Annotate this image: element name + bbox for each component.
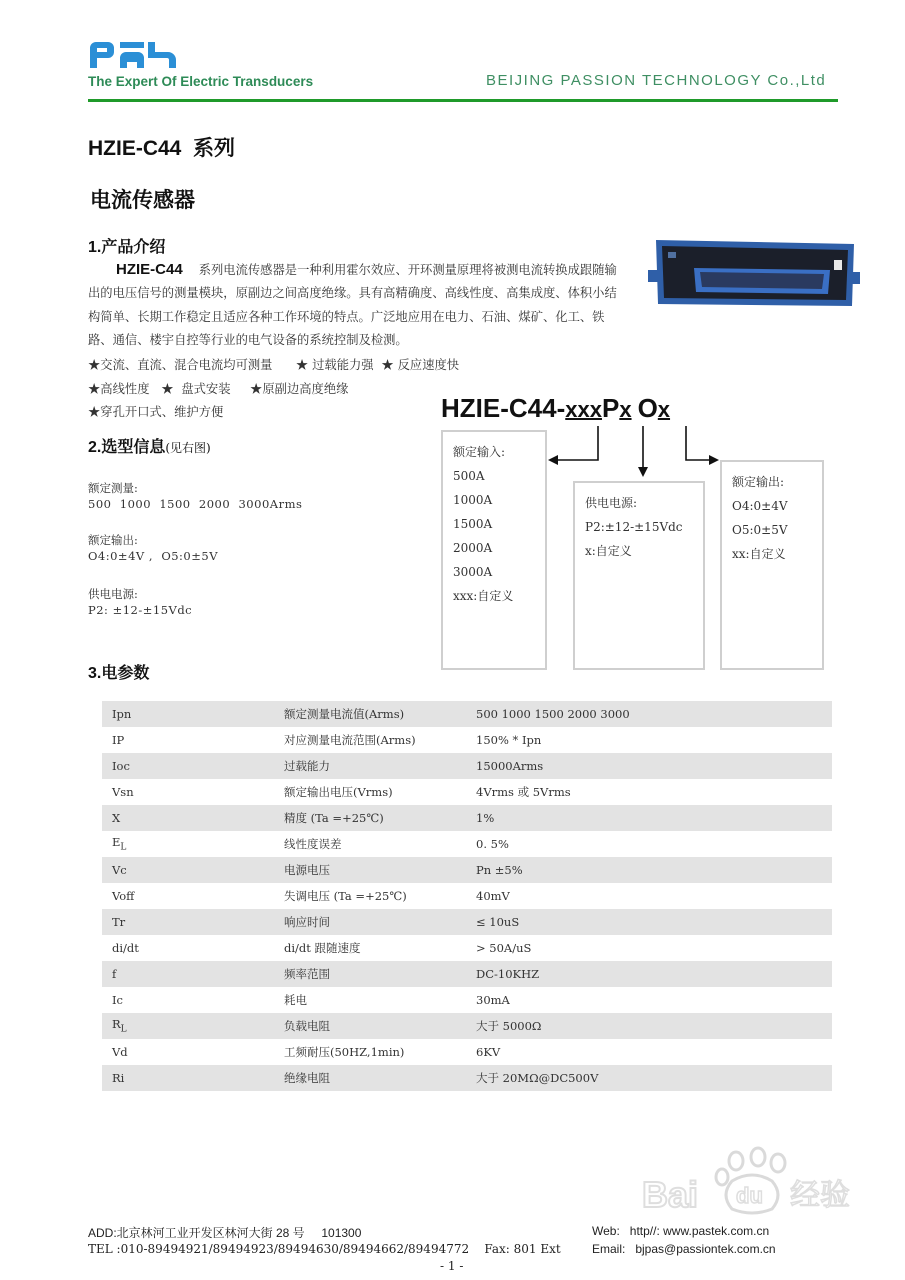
footer-tel: TEL :010-89494921/89494923/89494630/89494662/89494772 Fax: 801 Ext <box>88 1242 561 1256</box>
param-value: 500 1000 1500 2000 3000 <box>476 701 832 727</box>
tagline: The Expert Of Electric Transducers <box>88 74 314 89</box>
param-value: 15000Arms <box>476 753 832 779</box>
param-value: 大于 5000Ω <box>476 1013 832 1039</box>
box-line: 额定输入: <box>453 445 506 459</box>
svg-text:du: du <box>736 1183 763 1208</box>
selection-note: (见右图) <box>165 441 211 455</box>
pas-logo <box>88 40 178 70</box>
param-symbol: Vd <box>112 1045 128 1059</box>
section-heading-params: 3.电参数 <box>88 665 150 682</box>
footer-email[interactable]: Email: bjpas@passiontek.com.cn <box>592 1242 776 1256</box>
param-symbol: IP <box>112 733 125 747</box>
param-value: Pn ±5% <box>476 857 832 883</box>
param-symbol: Ioc <box>102 753 284 779</box>
param-name: 电源电压 <box>284 857 476 883</box>
param-value: 6KV <box>476 1045 501 1059</box>
param-name: 负载电阻 <box>284 1013 476 1039</box>
feature-line: ★穿孔开口式、维护方便 <box>88 405 224 419</box>
box-line: xxx:自定义 <box>453 589 514 603</box>
param-symbol: di/dt <box>112 941 139 955</box>
table-row <box>102 961 832 987</box>
rated-input-box <box>441 430 547 670</box>
param-name: 额定输出电压(Vrms) <box>284 785 393 799</box>
intro-model: HZIE-C44 <box>116 261 183 278</box>
model-code-input: xxx <box>565 397 602 422</box>
param-symbol: X <box>102 805 284 831</box>
param-symbol: $E_L$ <box>112 835 127 853</box>
rated-output-value: O4:0±4V , O5:0±5V <box>88 549 219 563</box>
footer-web[interactable]: Web: http//: www.pastek.com.cn <box>592 1224 770 1238</box>
param-value: 4Vrms 或 5Vrms <box>476 785 571 799</box>
param-value: 1% <box>476 805 832 831</box>
box-line: xx:自定义 <box>732 547 786 561</box>
param-symbol: f <box>102 961 284 987</box>
param-symbol: Ri <box>102 1065 284 1091</box>
header-divider <box>88 99 838 102</box>
param-value: 30mA <box>476 993 510 1007</box>
table-row <box>102 987 832 1013</box>
rated-output-label: 额定输出: <box>88 533 138 547</box>
param-value: > 50A/uS <box>476 941 532 955</box>
feature-line: ★交流、直流、混合电流均可测量 ★ 过载能力强 ★ 反应速度快 <box>88 358 460 372</box>
param-symbol: $R_L$ <box>102 1013 284 1039</box>
param-name: 额定测量电流值(Arms) <box>284 701 476 727</box>
table-row <box>102 805 832 831</box>
selection-heading-text: 2.选型信息 <box>88 439 166 456</box>
param-name: 过载能力 <box>284 753 476 779</box>
box-line: 3000A <box>453 565 493 579</box>
param-name: 耗电 <box>284 993 307 1007</box>
product-photo <box>648 232 860 314</box>
table-row <box>102 935 832 961</box>
box-line: O5:0±5V <box>732 523 788 537</box>
param-name: 绝缘电阻 <box>284 1065 476 1091</box>
rated-measure-value: 500 1000 1500 2000 3000Arms <box>88 497 303 511</box>
product-type-title: 电流传感器 <box>90 189 195 212</box>
param-value: 大于 20MΩ@DC500V <box>476 1065 832 1091</box>
table-row <box>102 753 832 779</box>
param-value: 40mV <box>476 889 510 903</box>
box-line: 1000A <box>453 493 493 507</box>
param-name: 线性度误差 <box>284 837 342 851</box>
power-label: 供电电源: <box>88 587 138 601</box>
param-name: 工频耐压(50HZ,1min) <box>284 1045 405 1059</box>
param-name: 失调电压 (Ta =+25℃) <box>284 889 407 903</box>
box-line: 额定输出: <box>732 475 785 489</box>
param-symbol: Vc <box>102 857 284 883</box>
param-value: DC-10KHZ <box>476 961 832 987</box>
model-code-output: x <box>657 397 671 422</box>
table-row <box>102 1039 832 1065</box>
company-name: BEIJING PASSION TECHNOLOGY Co.,Ltd <box>486 72 827 89</box>
intro-paragraph <box>88 258 623 352</box>
power-value: P2: ±12-±15Vdc <box>88 603 193 617</box>
table-row <box>102 857 832 883</box>
box-line: 供电电源: <box>585 496 638 510</box>
table-row <box>102 909 832 935</box>
table-row <box>102 1013 832 1039</box>
footer-address: ADD:北京林河工业开发区林河大街 28 号 101300 <box>88 1226 362 1240</box>
model-code-p: P <box>601 393 620 423</box>
page-number: - 1 - <box>440 1259 464 1273</box>
param-name: 精度 (Ta =+25℃) <box>284 805 476 831</box>
param-value: 150% * Ipn <box>476 733 542 747</box>
baidu-watermark <box>640 1145 870 1225</box>
table-row <box>102 727 832 753</box>
rated-output-box <box>720 460 824 670</box>
table-row <box>102 779 832 805</box>
feature-line: ★高线性度 ★ 盘式安装 ★原副边高度绝缘 <box>88 382 349 396</box>
param-symbol: Voff <box>112 889 135 903</box>
svg-text:Bai: Bai <box>642 1174 699 1215</box>
param-value: 0. 5% <box>476 837 509 851</box>
series-title: HZIE-C44 系列 <box>88 137 236 160</box>
param-name: 响应时间 <box>284 909 476 935</box>
model-code-prefix: HZIE-C44- <box>441 393 566 423</box>
svg-text:经验: 经验 <box>790 1178 850 1213</box>
table-row <box>102 701 832 727</box>
box-line: 1500A <box>453 517 493 531</box>
param-value: ≤ 10uS <box>476 909 832 935</box>
param-symbol: Ipn <box>102 701 284 727</box>
param-symbol: Ic <box>112 993 123 1007</box>
param-name: 频率范围 <box>284 961 476 987</box>
electrical-params-table <box>102 701 832 1091</box>
box-line: 500A <box>453 469 485 483</box>
model-code-power: x <box>619 397 632 422</box>
table-row <box>102 1065 832 1091</box>
model-code-o: O <box>637 393 658 423</box>
box-line: O4:0±4V <box>732 499 788 513</box>
intro-text: 系列电流传感器是一种利用霍尔效应、开环测量原理将被测电流转换成跟随输出的电压信号的测量模块，原副边之间高度绝缘。具有高精确度、高线性度、高集成度、体积小结构简单、长期工作稳定且适应各种工作环境的特点。广泛地应用在电力、石油、煤矿、化工、铁路、通信、楼宇自控等行业的电气设备的系统控制及检测。 <box>88 263 617 347</box>
box-line: 2000A <box>453 541 493 555</box>
param-symbol: Vsn <box>112 785 134 799</box>
param-name: di/dt 跟随速度 <box>284 941 361 955</box>
rated-measure-label: 额定测量: <box>88 481 138 495</box>
param-name: 对应测量电流范围(Arms) <box>284 733 416 747</box>
box-line: x:自定义 <box>585 544 632 558</box>
power-supply-box <box>573 481 705 670</box>
section-heading-selection <box>88 434 211 457</box>
section-heading-intro: 1.产品介绍 <box>88 239 166 256</box>
box-line: P2:±12-±15Vdc <box>585 520 683 534</box>
table-row <box>102 831 832 857</box>
param-symbol: Tr <box>102 909 284 935</box>
table-row <box>102 883 832 909</box>
